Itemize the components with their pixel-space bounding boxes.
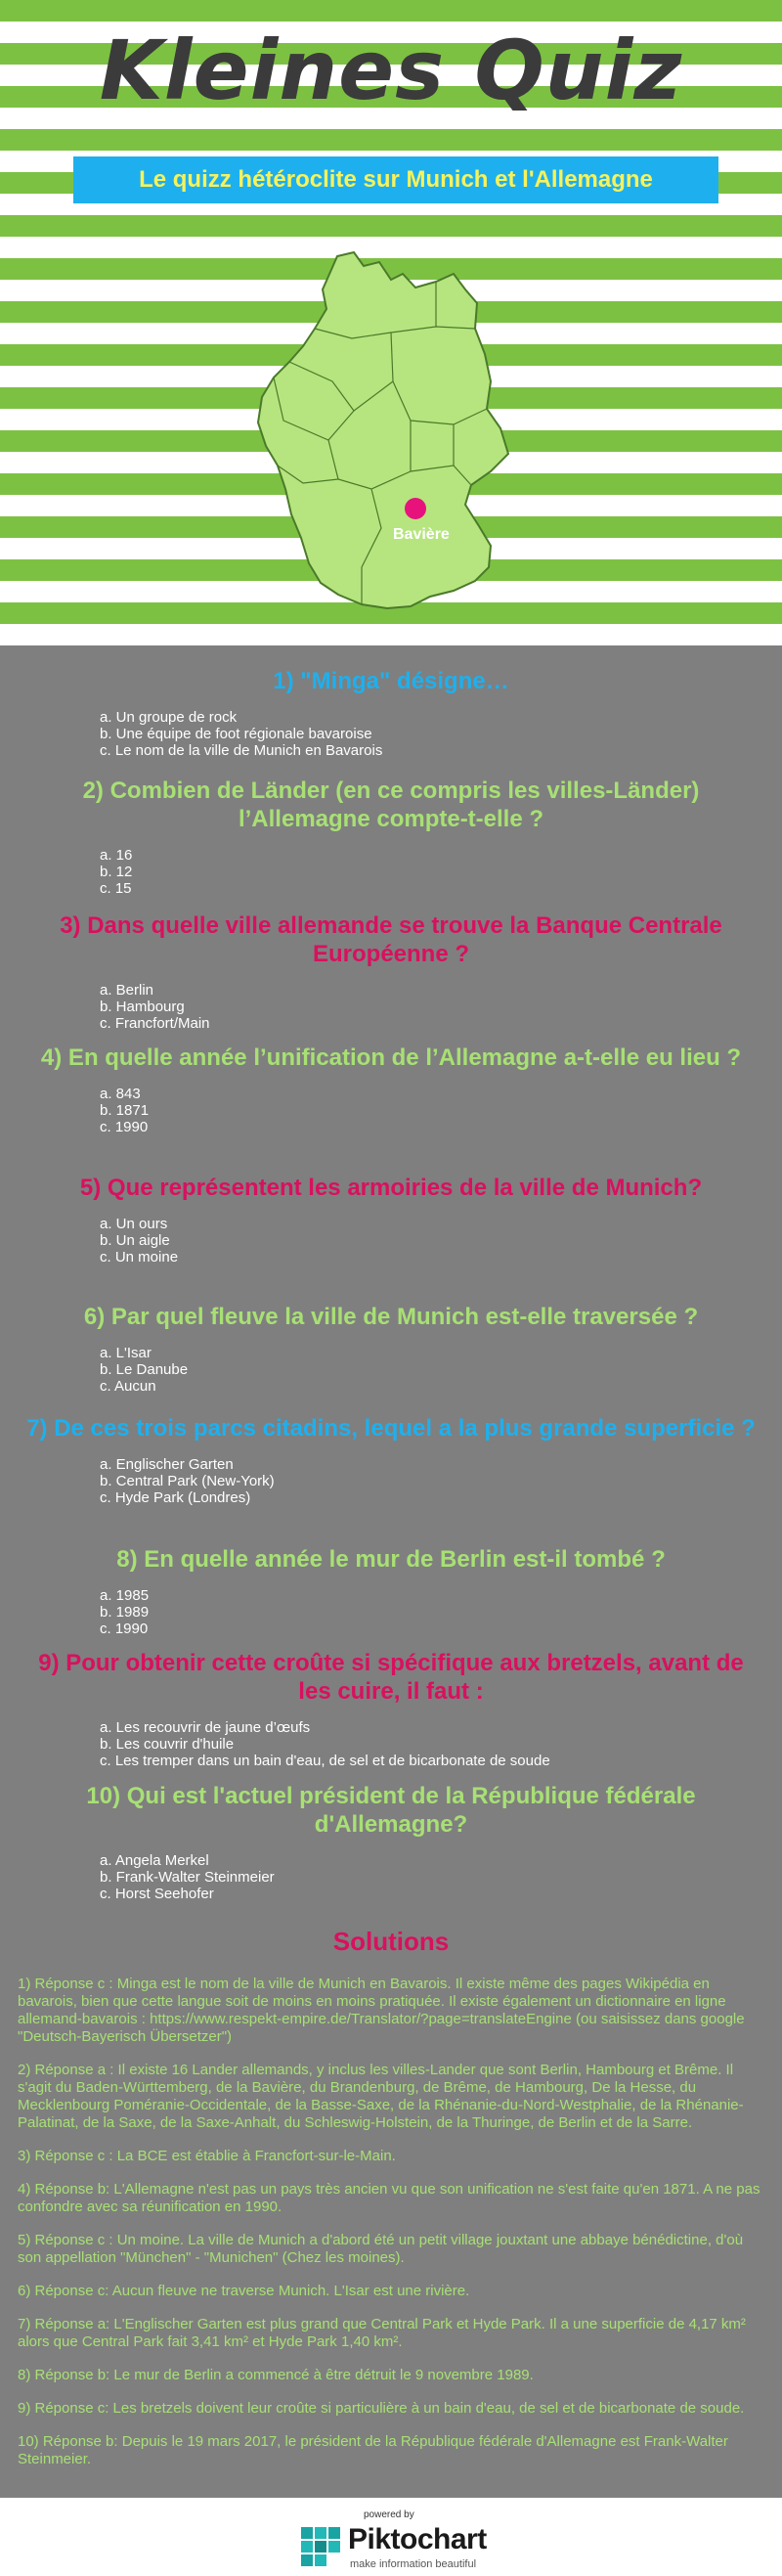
question-7 — [0, 1414, 782, 1506]
solution-item: 2) Réponse a : Il existe 16 Lander allemands, y inclus les villes-Lander que sont Berlin, Hambourg et Brême. Il s'agit du Baden-Württemberg, de la Bavière, du Brandenburg, de Brême, de Hambourg, De la Hesse, du Mecklenbourg Poméranie-Occidentale, de la Basse-Saxe, de la Rhénanie-du-Nord-Westphalie, de la Rhénanie-Palatinat, de la Saxe, de la Saxe-Anhalt, du Schleswig-Holstein, de la Thuringe, de Berlin et de la Sarre. — [18, 2062, 744, 2131]
answer-option: b. Le Danube — [100, 1361, 189, 1378]
answer-list — [100, 1587, 782, 1637]
answer-list — [100, 709, 782, 759]
answer-option: c. 15 — [100, 880, 132, 897]
answer-list — [100, 1719, 782, 1769]
solution-item: 8) Réponse b: Le mur de Berlin a commencé à être détruit le 9 novembre 1989. — [18, 2367, 534, 2383]
answer-option: a. 1985 — [100, 1587, 150, 1604]
answer-option: a. 843 — [100, 1086, 141, 1102]
solution-item: 4) Réponse b: L'Allemagne n'est pas un pays très ancien vu que son unification ne s'est faite qu'en 1871. A ne pas confondre avec sa réunification en 1990. — [18, 2181, 760, 2215]
answer-list — [100, 1216, 782, 1266]
page-title: Kleines Quiz — [99, 22, 683, 118]
question-9 — [0, 1649, 782, 1769]
solutions-title: Solutions — [332, 1927, 450, 1956]
solution-item: 10) Réponse b: Depuis le 19 mars 2017, le président de la République fédérale d'Allemagne est Frank-Walter Steinmeier. — [18, 2433, 728, 2467]
germany-map-graphic — [244, 244, 538, 626]
question-title: 3) Dans quelle ville allemande se trouve la Banque Centrale Européenne ? — [60, 912, 722, 967]
subtitle-banner — [73, 156, 718, 203]
question-title: 5) Que représentent les armoiries de la ville de Munich? — [79, 1175, 703, 1201]
question-title: 9) Pour obtenir cette croûte si spécifique aux bretzels, avant de les cuire, il faut : — [38, 1650, 744, 1705]
answer-option: b. Les couvrir d'huile — [100, 1736, 235, 1753]
answer-option: b. Un aigle — [100, 1232, 170, 1249]
solution-item: 9) Réponse c: Les bretzels doivent leur croûte si particulière à un bain d'eau, de sel et de bicarbonate de soude. — [18, 2400, 745, 2417]
answer-option: a. 16 — [100, 847, 133, 864]
piktochart-logo-icon[interactable] — [299, 2525, 342, 2568]
answer-option: a. Un groupe de rock — [100, 709, 238, 726]
answer-option: c. 1990 — [100, 1621, 149, 1637]
question-title: 8) En quelle année le mur de Berlin est-il tombé ? — [116, 1546, 666, 1573]
answer-option: a. Les recouvrir de jaune d’œufs — [100, 1719, 311, 1736]
question-title: 4) En quelle année l’unification de l’Allemagne a-t-elle eu lieu ? — [40, 1044, 742, 1071]
answer-option: b. 12 — [100, 864, 133, 880]
answer-option: a. Angela Merkel — [100, 1852, 209, 1869]
question-title: 7) De ces trois parcs citadins, lequel a la plus grande superficie ? — [26, 1415, 756, 1442]
header-banner — [0, 0, 782, 645]
question-title: 10) Qui est l'actuel président de la République fédérale d'Allemagne? — [86, 1783, 696, 1838]
answer-option: c. Horst Seehofer — [100, 1886, 214, 1902]
question-1 — [0, 667, 782, 759]
solution-item: 6) Réponse c: Aucun fleuve ne traverse Munich. L'Isar est une rivière. — [18, 2283, 470, 2299]
question-title: 2) Combien de Länder (en ce compris les villes-Länder) l’Allemagne compte-t-elle ? — [82, 777, 700, 832]
answer-option: b. Hambourg — [100, 999, 185, 1015]
piktochart-brand[interactable]: Piktochart — [348, 2523, 487, 2555]
question-title: 1) "Minga" désigne… — [273, 668, 509, 694]
answer-list — [100, 1345, 782, 1395]
answer-option: a. Un ours — [100, 1216, 168, 1232]
question-title: 6) Par quel fleuve la ville de Munich est-elle traversée ? — [83, 1304, 699, 1330]
question-5 — [0, 1174, 782, 1266]
answer-option: c. Le nom de la ville de Munich en Bavarois — [100, 742, 383, 759]
answer-list — [100, 847, 782, 897]
answer-option: c. 1990 — [100, 1119, 149, 1135]
answer-list — [100, 982, 782, 1032]
answer-option: b. Une équipe de foot régionale bavaroise — [100, 726, 372, 742]
question-8 — [0, 1545, 782, 1637]
footer — [0, 2498, 782, 2576]
answer-option: b. Frank-Walter Steinmeier — [100, 1869, 275, 1886]
question-6 — [0, 1303, 782, 1395]
answer-option: c. Hyde Park (Londres) — [100, 1489, 251, 1506]
germany-outline — [258, 252, 508, 608]
question-10 — [0, 1782, 782, 1902]
munich-marker-icon — [405, 498, 426, 519]
answer-option: b. 1871 — [100, 1102, 150, 1119]
solution-item: 1) Réponse c : Minga est le nom de la ville de Munich en Bavarois. Il existe même des pages Wikipédia en bavarois, bien que cette langue soit de moins en moins pratiquée. Il existe également un dictionnaire en ligne allemand-bavarois : https://www.respekt-empire.de/Translator/?page=translateEngine (ou saisissez dans google "Deutsch-Bayerisch Übersetzer") — [18, 1976, 745, 2045]
answer-option: b. 1989 — [100, 1604, 150, 1621]
piktochart-tagline: make information beautiful — [350, 2558, 477, 2570]
subtitle-text: Le quizz hétéroclite sur Munich et l'Allemagne — [139, 166, 653, 193]
solutions-list — [18, 1976, 768, 2484]
answer-list — [100, 1456, 782, 1506]
question-2 — [0, 777, 782, 897]
quiz-section — [0, 645, 782, 2498]
powered-by-label: powered by — [364, 2509, 414, 2520]
question-3 — [0, 911, 782, 1032]
solution-item: 3) Réponse c : La BCE est établie à Francfort-sur-le-Main. — [18, 2148, 396, 2164]
answer-option: a. Englischer Garten — [100, 1456, 234, 1473]
answer-option: b. Central Park (New-York) — [100, 1473, 275, 1489]
answer-option: c. Les tremper dans un bain d'eau, de sel et de bicarbonate de soude — [100, 1753, 550, 1769]
answer-list — [100, 1086, 782, 1135]
map-label-bavaria: Bavière — [393, 526, 450, 543]
answer-option: c. Un moine — [100, 1249, 179, 1266]
solution-item: 5) Réponse c : Un moine. La ville de Munich a d'abord été un petit village jouxtant une abbaye bénédictine, d'où son appellation "München" - "Munichen" (Chez les moines). — [18, 2232, 744, 2266]
question-4 — [0, 1044, 782, 1135]
answer-list — [100, 1852, 782, 1902]
solution-item: 7) Réponse a: L'Englischer Garten est plus grand que Central Park et Hyde Park. Il a une superficie de 4,17 km² alors que Central Park fait 3,41 km² et Hyde Park 1,40 km². — [18, 2316, 746, 2350]
answer-option: a. Berlin — [100, 982, 154, 999]
answer-option: c. Aucun — [100, 1378, 156, 1395]
answer-option: a. L'Isar — [100, 1345, 152, 1361]
answer-option: c. Francfort/Main — [100, 1015, 210, 1032]
germany-map — [244, 244, 538, 626]
